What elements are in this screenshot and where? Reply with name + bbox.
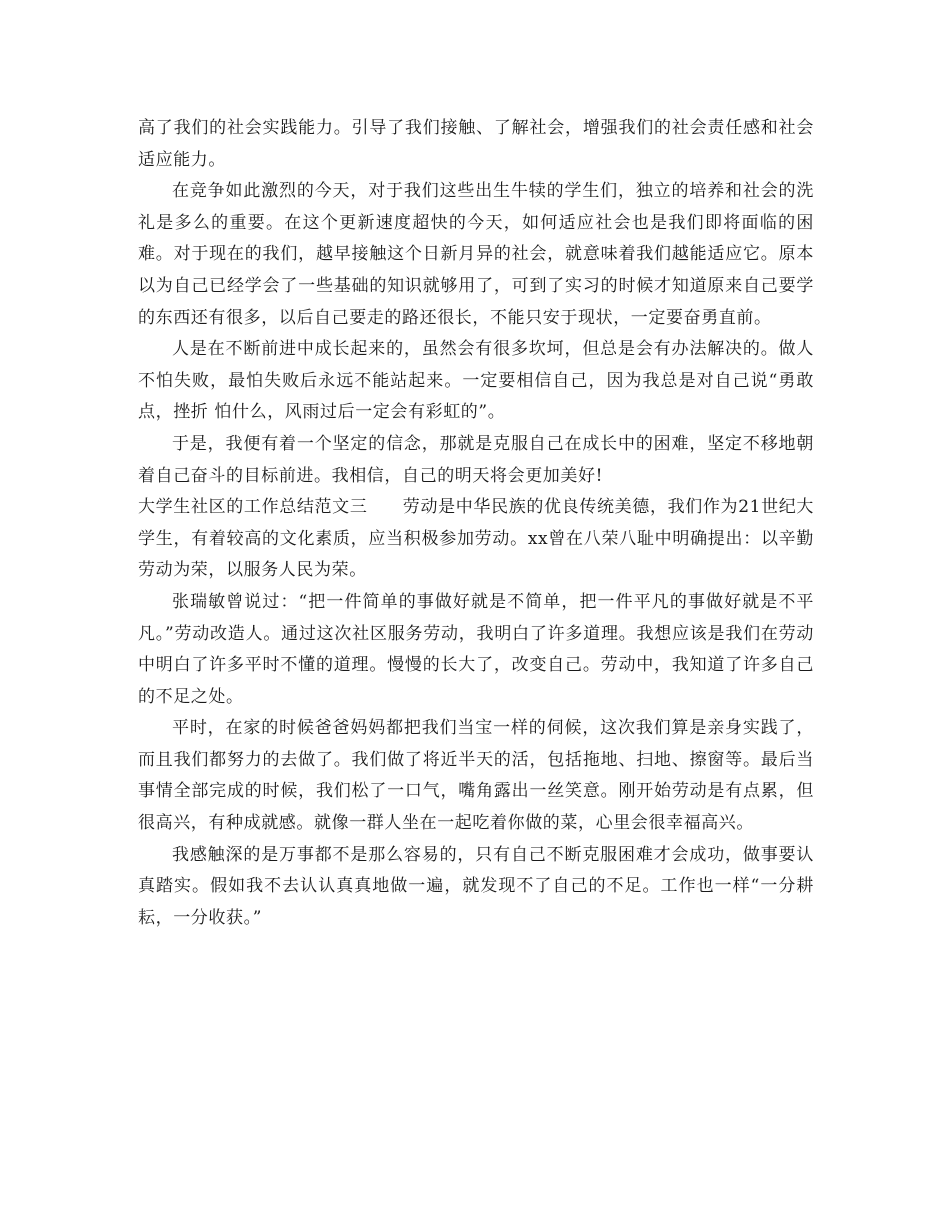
paragraph-6: 张瑞敏曾说过：“把一件简单的事做好就是不简单，把一件平凡的事做好就是不平凡。”劳动改造人。通过这次社区服务劳动，我明白了许多道理。我想应该是我们在劳动中明白了许多平时不懂的道理。慢慢的长大了，改变自己。劳动中，我知道了许多自己的不足之处。 [138,591,814,707]
paragraph-2: 在竞争如此激烈的今天，对于我们这些出生牛犊的学生们，独立的培养和社会的洗礼是多么的重要。在这个更新速度超快的今天，如何适应社会也是我们即将面临的困难。对于现在的我们，越早接触这个日新月异的社会，就意味着我们越能适应它。原本以为自己已经学会了一些基础的知识就够用了，可到了实习的时候才知道原来自己要学的东西还有很多，以后自己要走的路还很长，不能只安于现状，一定要奋勇直前。 [138,181,814,328]
paragraph-4: 于是，我便有着一个坚定的信念，那就是克服自己在成长中的困难，坚定不移地朝着自己奋斗的目标前进。我相信，自己的明天将会更加美好! [138,433,814,486]
paragraph-8: 我感触深的是万事都不是那么容易的，只有自己不断克服困难才会成功，做事要认真踏实。假如我不去认认真真地做一遍，就发现不了自己的不足。工作也一样“一分耕耘，一分收获。” [138,844,814,928]
paragraph-5-section-heading: 大学生社区的工作总结范文三 劳动是中华民族的优良传统美德，我们作为21世纪大学生，有着较高的文化素质，应当积极参加劳动。xx曾在八荣八耻中明确提出：以辛勤劳动为荣，以服务人民为荣。 [138,497,814,581]
paragraph-3: 人是在不断前进中成长起来的，虽然会有很多坎坷，但总是会有办法解决的。做人不怕失败，最怕失败后永远不能站起来。一定要相信自己，因为我总是对自己说“勇敢点，挫折 怕什么，风雨过后一定会有彩虹的”。 [138,339,814,423]
paragraph-7: 平时，在家的时候爸爸妈妈都把我们当宝一样的伺候，这次我们算是亲身实践了，而且我们都努力的去做了。我们做了将近半天的活，包括拖地、扫地、擦窗等。最后当事情全部完成的时候，我们松了一口气，嘴角露出一丝笑意。刚开始劳动是有点累，但很高兴，有种成就感。就像一群人坐在一起吃着你做的菜，心里会很幸福高兴。 [138,718,814,834]
paragraph-1: 高了我们的社会实践能力。引导了我们接触、了解社会，增强我们的社会责任感和社会适应能力。 [138,118,814,170]
document-body [138,113,814,934]
